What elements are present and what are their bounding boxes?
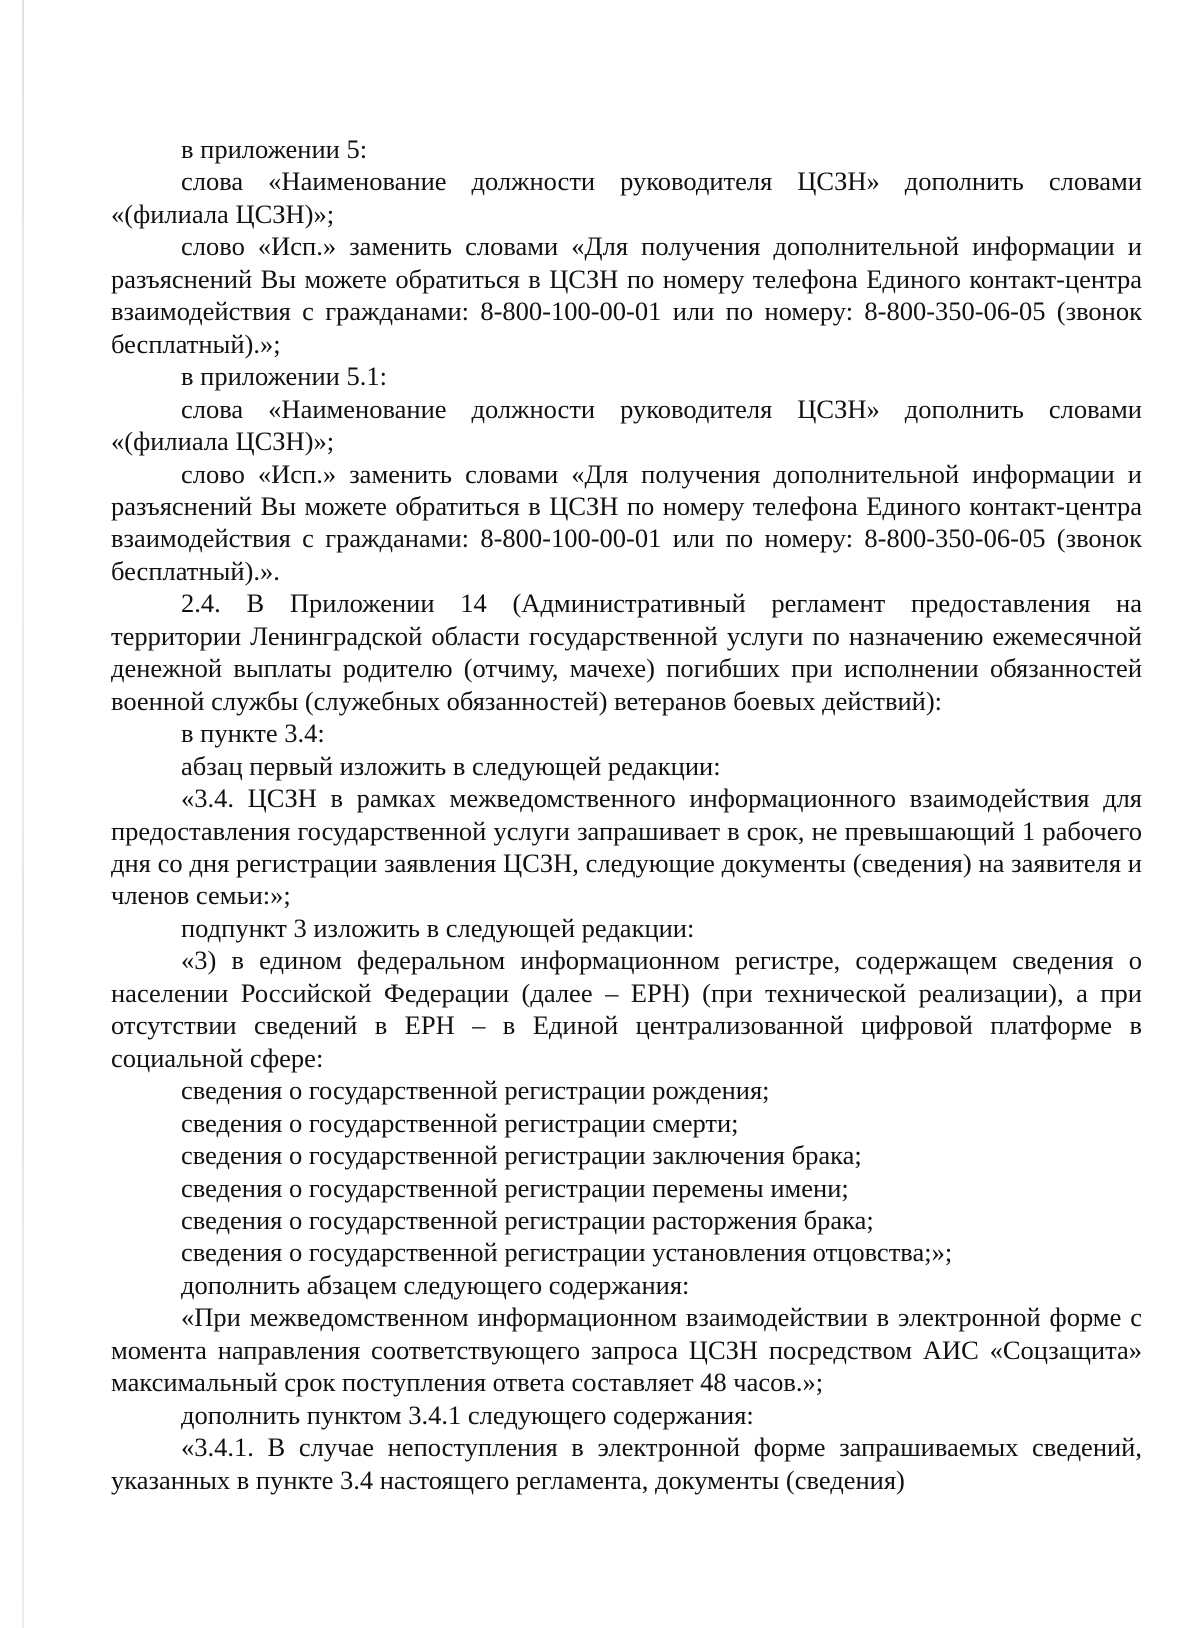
paragraph: подпункт 3 изложить в следующей редакции: xyxy=(181,912,695,943)
paragraph: «3.4.1. В случае непоступления в электронной форме запрашиваемых сведений, указанных в пункте 3.4 настоящего регламента, документы (сведения) xyxy=(111,1432,1142,1495)
document-body xyxy=(111,133,1142,1496)
paragraph: сведения о государственной регистрации заключения брака; xyxy=(181,1140,862,1171)
paragraph: сведения о государственной регистрации рождения; xyxy=(181,1075,770,1106)
paragraph: абзац первый изложить в следующей редакции: xyxy=(181,750,721,781)
paragraph: сведения о государственной регистрации установления отцовства;»; xyxy=(181,1237,953,1268)
paragraph: в приложении 5: xyxy=(181,134,368,164)
scan-edge-shadow xyxy=(22,0,24,1628)
paragraph: в пункте 3.4: xyxy=(181,718,325,749)
paragraph: слово «Исп.» заменить словами «Для получения дополнительной информации и разъяснений Вы можете обратиться в ЦСЗН по номеру телефона Единого контакт-центра взаимодействия с гражданами: 8-800-100-00-01 или по номеру: 8-800-350-06-05 (звонок бесплатный).». xyxy=(111,458,1142,586)
paragraph: «3) в едином федеральном информационном регистре, содержащем сведения о населении Российской Федерации (далее – ЕРН) (при технической реализации), а при отсутствии сведений в ЕРН – в Единой централизованной цифровой платформе в социальной сфере: xyxy=(111,945,1142,1073)
paragraph: в приложении 5.1: xyxy=(181,361,387,392)
paragraph: слова «Наименование должности руководителя ЦСЗН» дополнить словами «(филиала ЦСЗН)»; xyxy=(111,393,1142,457)
paragraph: слова «Наименование должности руководителя ЦСЗН» дополнить словами «(филиала ЦСЗН)»; xyxy=(111,166,1142,229)
paragraph: «3.4. ЦСЗН в рамках межведомственного информационного взаимодействия для предоставления государственной услуги запрашивает в срок, не превышающий 1 рабочего дня со дня регистрации заявления ЦСЗН, следующие документы (сведения) на заявителя и членов семьи:»; xyxy=(111,783,1142,911)
paragraph: «При межведомственном информационном взаимодействии в электронной форме с момента направления соответствующего запроса ЦСЗН посредством АИС «Соцзащита» максимальный срок поступления ответа составляет 48 часов.»; xyxy=(111,1302,1142,1398)
paragraph: сведения о государственной регистрации смерти; xyxy=(181,1107,739,1138)
paragraph: 2.4. В Приложении 14 (Административный регламент предоставления на территории Ленинградской области государственной услуги по назначению ежемесячной денежной выплаты родителю (отчиму, мачехе) погибших при исполнении обязанностей военной службы (служебных обязанностей) ветеранов боевых действий): xyxy=(111,588,1142,716)
paragraph: дополнить абзацем следующего содержания: xyxy=(181,1269,690,1300)
paragraph: слово «Исп.» заменить словами «Для получения дополнительной информации и разъяснений Вы можете обратиться в ЦСЗН по номеру телефона Единого контакт-центра взаимодействия с гражданами: 8-800-100-00-01 или по номеру: 8-800-350-06-05 (звонок бесплатный).»; xyxy=(111,231,1142,359)
paragraph: сведения о государственной регистрации расторжения брака; xyxy=(181,1204,874,1235)
paragraph: сведения о государственной регистрации перемены имени; xyxy=(181,1172,849,1203)
paragraph: дополнить пунктом 3.4.1 следующего содержания: xyxy=(181,1399,754,1430)
